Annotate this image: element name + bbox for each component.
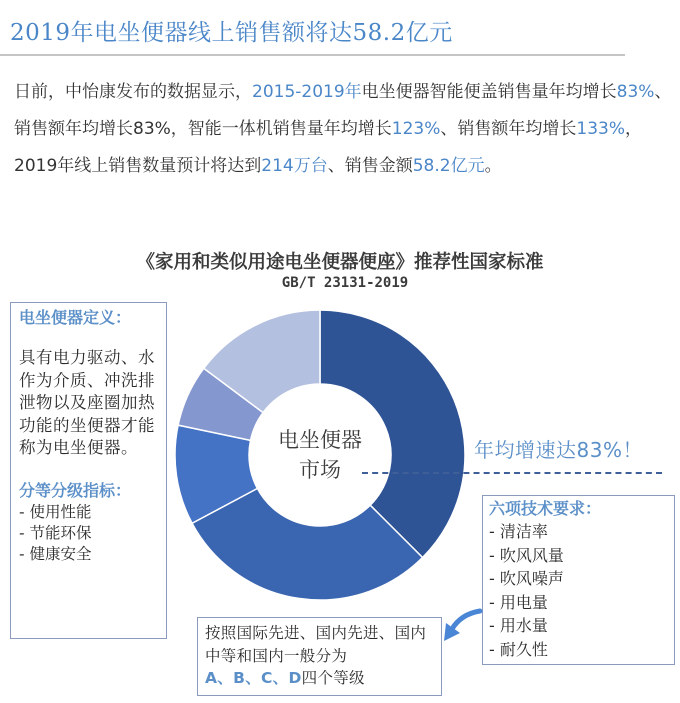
grading-box: [197, 617, 442, 696]
intro-text: 、销售金额: [327, 156, 413, 176]
grade-item: - 健康安全: [19, 544, 92, 563]
tech-item: - 清洁率: [489, 522, 548, 541]
grading-levels: A、B、C、D: [205, 669, 302, 687]
grading-suffix: 四个等级: [301, 669, 365, 687]
tech-item: - 用电量: [489, 592, 548, 612]
intro-highlight-years: 2015-2019年: [252, 82, 362, 102]
callout-dashed-line: [362, 472, 662, 474]
intro-highlight-percent: 133%: [576, 119, 626, 139]
grade-heading: 分等分级指标：: [19, 480, 132, 500]
grade-item: - 节能环保: [19, 523, 92, 542]
intro-paragraph: [14, 74, 674, 185]
standard-code: GB/T 23131-2019: [281, 275, 409, 291]
tech-item: - 耐久性: [489, 639, 548, 659]
intro-text: 、销售额年均增长: [440, 119, 577, 139]
page-title: 2019年电坐便器线上销售额将达58.2亿元: [10, 20, 453, 46]
tech-heading: 六项技术要求：: [489, 499, 602, 518]
definition-text: 具有电力驱动、水作为介质、冲洗排泄物以及座圈加热功能的坐便器才能称为电坐便器。: [19, 348, 155, 457]
intro-highlight-percent: 123%: [391, 119, 441, 139]
curved-arrow-icon: [440, 605, 485, 645]
standard-title: 《家用和类似用途电坐便器便座》推荐性国家标准: [136, 252, 544, 273]
tech-requirements-box: [482, 495, 675, 665]
intro-highlight-percent: 83%: [616, 82, 655, 102]
intro-text: 。: [484, 156, 502, 176]
intro-text: ，2019年线上销售数量预计将达到: [14, 119, 643, 176]
center-label-line2: 市场: [299, 458, 341, 482]
intro-text: 日前，中怡康发布的数据显示，: [14, 82, 252, 102]
growth-callout: 年均增速达83%！: [474, 438, 643, 462]
tech-item: - 用水量: [489, 616, 548, 635]
tech-list: [489, 520, 668, 661]
intro-highlight-units: 214万台: [261, 156, 328, 176]
grade-list: [19, 502, 158, 565]
intro-text: 、销售额年均增长83%，智能一体机销售量年均增长: [14, 82, 672, 139]
donut-center-label: [250, 425, 390, 485]
center-label-line1: 电坐便器: [278, 428, 362, 452]
definition-box: [10, 302, 167, 639]
intro-highlight-amount: 58.2亿元: [412, 156, 485, 176]
tech-item: - 吹风风量: [489, 545, 564, 565]
grading-description: 按照国际先进、国内先进、国内中等和国内一般分为: [205, 624, 427, 665]
grade-item: - 使用性能: [19, 502, 92, 521]
title-divider: [0, 54, 625, 56]
grading-text: [205, 622, 434, 690]
intro-text: 电坐便器智能便盖销售量年均增长: [361, 82, 617, 102]
definition-heading: 电坐便器定义：: [19, 308, 132, 327]
tech-item: - 吹风噪声: [489, 569, 564, 588]
